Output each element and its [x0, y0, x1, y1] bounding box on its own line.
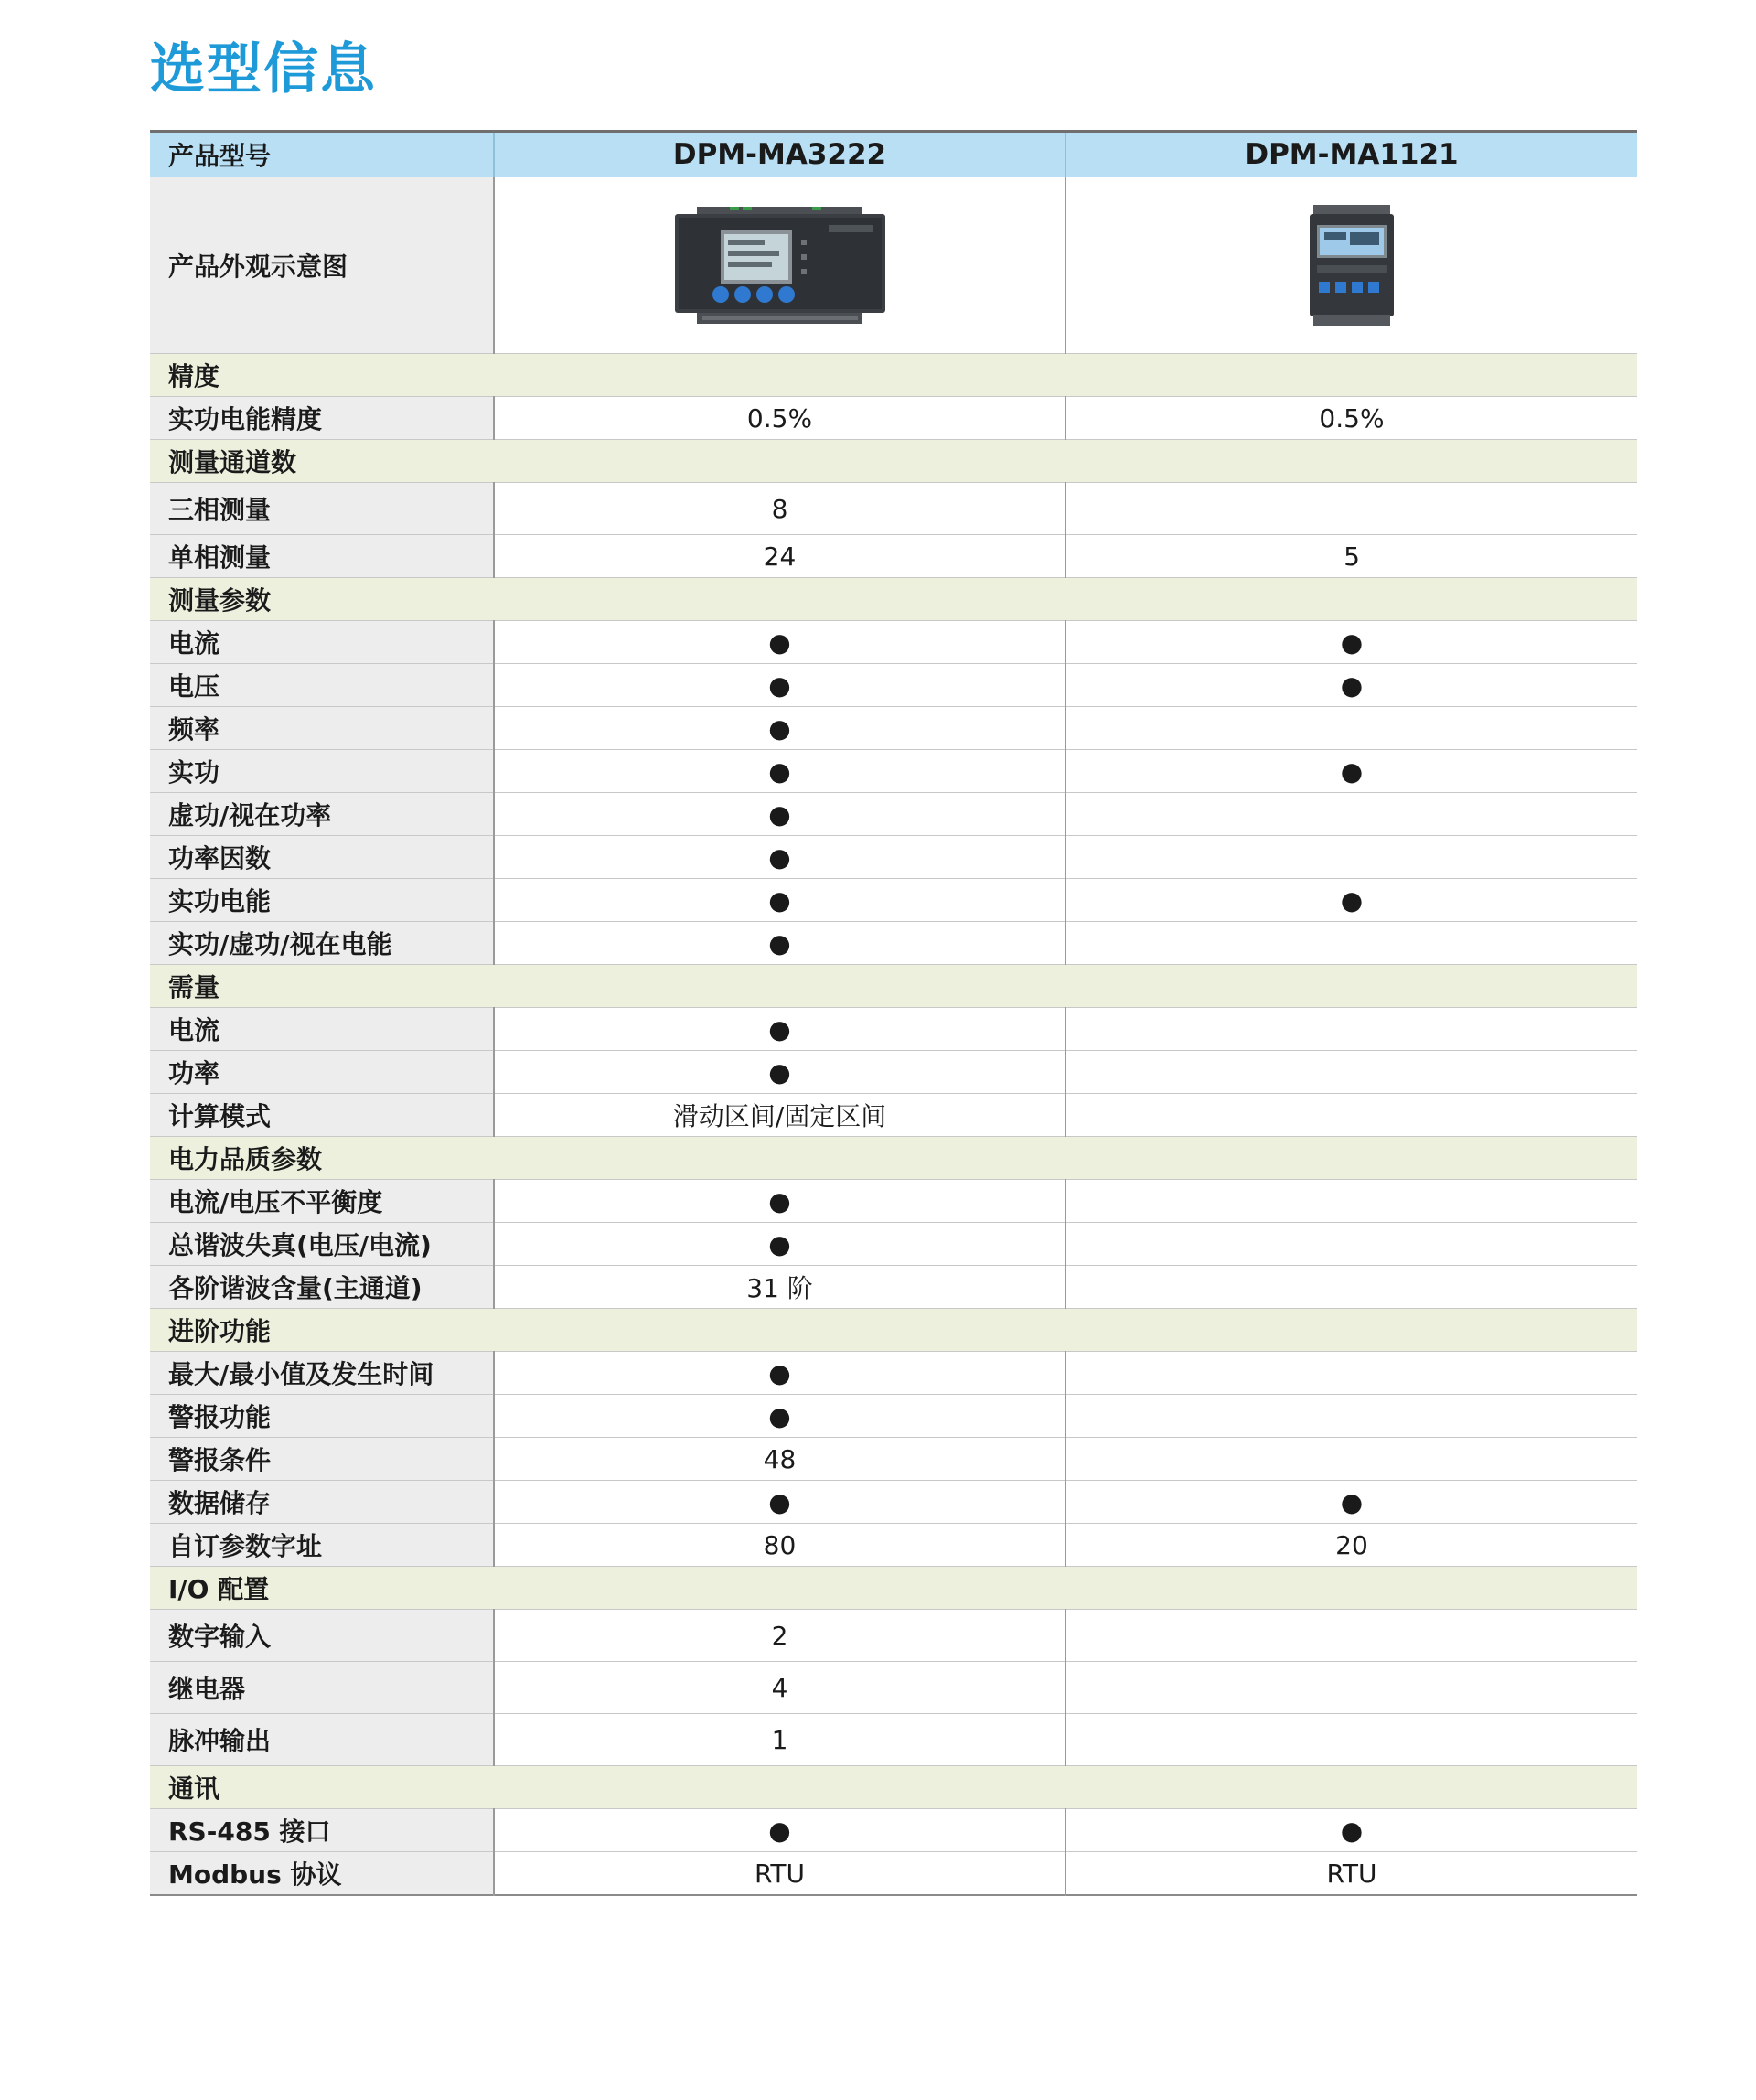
- section-row: [150, 1766, 1637, 1809]
- table-row: [150, 1438, 1637, 1481]
- cell-model-b: [1065, 1051, 1637, 1094]
- cell-model-b: 0.5%: [1065, 397, 1637, 440]
- table-row: [150, 707, 1637, 750]
- cell-model-a: ●: [494, 1352, 1065, 1395]
- cell-model-b: ●: [1065, 1809, 1637, 1852]
- row-label: Modbus 协议: [150, 1852, 494, 1896]
- row-label: 三相测量: [150, 483, 494, 535]
- cell-model-b: 5: [1065, 535, 1637, 578]
- row-label: 实功电能: [150, 879, 494, 922]
- section-title: 通讯: [150, 1766, 1637, 1809]
- section-title: I/O 配置: [150, 1567, 1637, 1610]
- table-row: [150, 535, 1637, 578]
- section-row: [150, 1309, 1637, 1352]
- section-title: 进阶功能: [150, 1309, 1637, 1352]
- cell-model-a: 0.5%: [494, 397, 1065, 440]
- row-label: 计算模式: [150, 1094, 494, 1137]
- table-row: [150, 1714, 1637, 1766]
- table-row: [150, 836, 1637, 879]
- page-title: 选型信息: [150, 38, 377, 102]
- section-title: 测量通道数: [150, 440, 1637, 483]
- cell-model-a: ●: [494, 621, 1065, 664]
- table-row: [150, 1180, 1637, 1223]
- cell-model-b: ●: [1065, 1481, 1637, 1524]
- table-row: [150, 750, 1637, 793]
- cell-model-a: ●: [494, 922, 1065, 965]
- cell-model-b: ●: [1065, 750, 1637, 793]
- cell-model-a: 2: [494, 1610, 1065, 1662]
- cell-model-b: [1065, 1352, 1637, 1395]
- cell-model-a: 8: [494, 483, 1065, 535]
- cell-model-b: [1065, 1438, 1637, 1481]
- cell-model-b: [1065, 922, 1637, 965]
- cell-model-a: ●: [494, 1809, 1065, 1852]
- device-image-a: [675, 207, 885, 324]
- cell-model-a: ●: [494, 1180, 1065, 1223]
- cell-model-a: 滑动区间/固定区间: [494, 1094, 1065, 1137]
- row-label: 虚功/视在功率: [150, 793, 494, 836]
- cell-model-a: ●: [494, 793, 1065, 836]
- cell-model-a: 4: [494, 1662, 1065, 1714]
- row-label: 自订参数字址: [150, 1524, 494, 1567]
- table-row: [150, 1395, 1637, 1438]
- cell-model-b: 20: [1065, 1524, 1637, 1567]
- cell-model-a: ●: [494, 1008, 1065, 1051]
- cell-model-b: RTU: [1065, 1852, 1637, 1896]
- table-row: [150, 1223, 1637, 1266]
- cell-model-b: [1065, 483, 1637, 535]
- cell-model-a: ●: [494, 1481, 1065, 1524]
- cell-model-b: [1065, 836, 1637, 879]
- table-row: [150, 1524, 1637, 1567]
- cell-model-a: ●: [494, 836, 1065, 879]
- table-row: [150, 1266, 1637, 1309]
- cell-model-a: ●: [494, 750, 1065, 793]
- cell-model-a: 31 阶: [494, 1266, 1065, 1309]
- table-row: [150, 397, 1637, 440]
- row-label: 各阶谐波含量(主通道): [150, 1266, 494, 1309]
- section-title: 精度: [150, 354, 1637, 397]
- cell-model-b: [1065, 1395, 1637, 1438]
- cell-model-b: [1065, 1714, 1637, 1766]
- table-row: [150, 1610, 1637, 1662]
- row-label: 功率: [150, 1051, 494, 1094]
- row-label: 数字输入: [150, 1610, 494, 1662]
- cell-model-a: ●: [494, 1051, 1065, 1094]
- section-row: [150, 1567, 1637, 1610]
- selection-table: [150, 130, 1637, 1896]
- row-label: 电压: [150, 664, 494, 707]
- table-row: [150, 1662, 1637, 1714]
- header-model-b: DPM-MA1121: [1065, 132, 1637, 177]
- cell-model-a: ●: [494, 1223, 1065, 1266]
- cell-model-a: RTU: [494, 1852, 1065, 1896]
- cell-model-a: 1: [494, 1714, 1065, 1766]
- table-row: [150, 1051, 1637, 1094]
- row-label: 电流: [150, 1008, 494, 1051]
- table-row: [150, 793, 1637, 836]
- cell-model-b: ●: [1065, 621, 1637, 664]
- cell-model-a: ●: [494, 1395, 1065, 1438]
- row-label: RS-485 接口: [150, 1809, 494, 1852]
- cell-model-a: 80: [494, 1524, 1065, 1567]
- row-label: 总谐波失真(电压/电流): [150, 1223, 494, 1266]
- row-label: 频率: [150, 707, 494, 750]
- table-row: [150, 1094, 1637, 1137]
- row-label: 数据储存: [150, 1481, 494, 1524]
- cell-model-b: [1065, 1266, 1637, 1309]
- cell-model-a: ●: [494, 664, 1065, 707]
- cell-model-b: [1065, 1008, 1637, 1051]
- section-row: [150, 354, 1637, 397]
- row-label: 单相测量: [150, 535, 494, 578]
- section-row: [150, 965, 1637, 1008]
- table-row: [150, 1852, 1637, 1896]
- section-title: 需量: [150, 965, 1637, 1008]
- table-row: [150, 664, 1637, 707]
- table-row: [150, 922, 1637, 965]
- row-label: 警报功能: [150, 1395, 494, 1438]
- section-title: 测量参数: [150, 578, 1637, 621]
- section-row: [150, 578, 1637, 621]
- row-label: 脉冲输出: [150, 1714, 494, 1766]
- row-label: 实功: [150, 750, 494, 793]
- table-row: [150, 879, 1637, 922]
- row-label: 实功电能精度: [150, 397, 494, 440]
- row-label: 继电器: [150, 1662, 494, 1714]
- cell-model-b: [1065, 1223, 1637, 1266]
- image-cell-a: [494, 177, 1065, 354]
- section-row: [150, 440, 1637, 483]
- section-title: 电力品质参数: [150, 1137, 1637, 1180]
- image-cell-b: [1065, 177, 1637, 354]
- row-label: 警报条件: [150, 1438, 494, 1481]
- table-row: [150, 621, 1637, 664]
- cell-model-b: [1065, 707, 1637, 750]
- row-label: 功率因数: [150, 836, 494, 879]
- table-row: [150, 1352, 1637, 1395]
- device-image-b: [1310, 205, 1394, 326]
- table-row: [150, 483, 1637, 535]
- image-row-label: 产品外观示意图: [150, 177, 494, 354]
- row-label: 实功/虚功/视在电能: [150, 922, 494, 965]
- cell-model-b: [1065, 1662, 1637, 1714]
- cell-model-b: [1065, 1610, 1637, 1662]
- table-row: [150, 1481, 1637, 1524]
- header-row: [150, 132, 1637, 177]
- cell-model-a: 48: [494, 1438, 1065, 1481]
- cell-model-a: ●: [494, 707, 1065, 750]
- cell-model-b: [1065, 793, 1637, 836]
- table-row: [150, 1008, 1637, 1051]
- cell-model-a: ●: [494, 879, 1065, 922]
- section-row: [150, 1137, 1637, 1180]
- row-label: 电流: [150, 621, 494, 664]
- row-label: 最大/最小值及发生时间: [150, 1352, 494, 1395]
- cell-model-b: [1065, 1094, 1637, 1137]
- cell-model-b: ●: [1065, 664, 1637, 707]
- image-row: [150, 177, 1637, 354]
- cell-model-a: 24: [494, 535, 1065, 578]
- row-label: 电流/电压不平衡度: [150, 1180, 494, 1223]
- cell-model-b: ●: [1065, 879, 1637, 922]
- header-model-a: DPM-MA3222: [494, 132, 1065, 177]
- header-label: 产品型号: [150, 132, 494, 177]
- table-row: [150, 1809, 1637, 1852]
- cell-model-b: [1065, 1180, 1637, 1223]
